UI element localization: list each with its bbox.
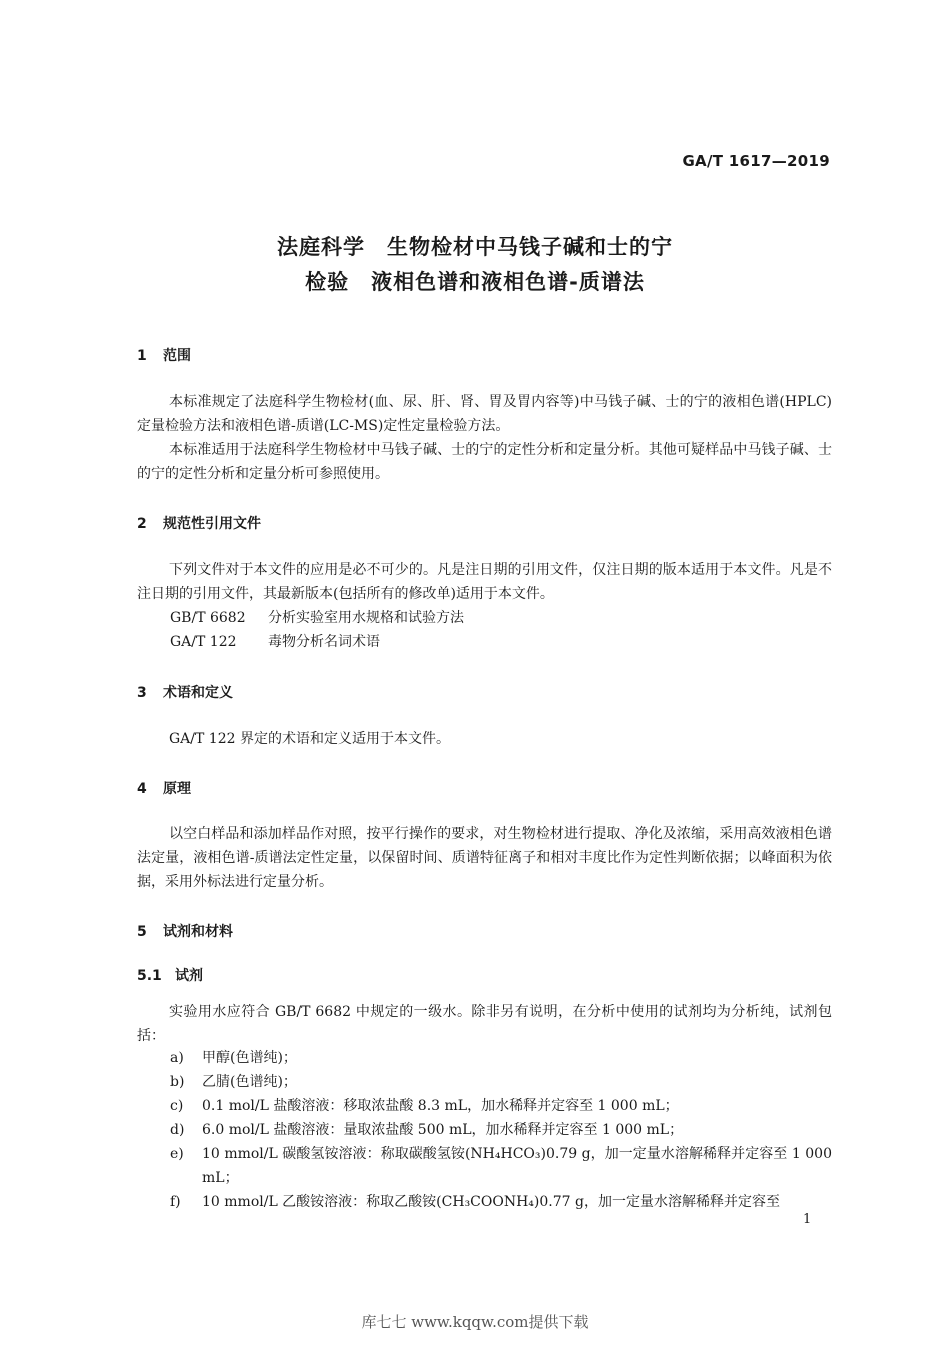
list-item-text: 甲醇(色谱纯)； [202, 1050, 297, 1066]
list-item-text: 乙腈(色谱纯)； [202, 1074, 297, 1090]
reference-item [170, 606, 464, 630]
subsection-title: 试剂 [175, 968, 203, 984]
section-5-heading [137, 921, 233, 941]
list-item-text: 10 mmol/L 乙酸铵溶液：称取乙酸铵(CH₃COONH₄)0.77 g，加一定量水溶解稀释并定容至 [202, 1194, 780, 1210]
list-item-label: a) [170, 1050, 184, 1066]
document-title-line-2: 检验 液相色谱和液相色谱-质谱法 [305, 270, 645, 294]
section-3-paragraph-1: GA/T 122 界定的术语和定义适用于本文件。 [169, 731, 450, 747]
list-item-text: 0.1 mol/L 盐酸溶液：移取浓盐酸 8.3 mL，加水稀释并定容至 1 000 mL； [202, 1098, 679, 1114]
subsection-5-1-heading [137, 965, 203, 985]
list-item [170, 1046, 832, 1070]
list-item-label: b) [170, 1074, 185, 1090]
list-item [170, 1094, 832, 1118]
section-4-heading [137, 778, 191, 798]
list-item [170, 1070, 832, 1094]
section-3-heading [137, 682, 233, 702]
section-number: 4 [137, 781, 147, 797]
reference-title: 分析实验室用水规格和试验方法 [268, 610, 464, 626]
section-4-paragraph-1: 以空白样品和添加样品作对照，按平行操作的要求，对生物检材进行提取、净化及浓缩，采用高效液相色谱法定量，液相色谱-质谱法定性定量，以保留时间、质谱特征离子和相对丰度比作为定性判断依据；以峰面积为依据，采用外标法进行定量分析。 [137, 826, 832, 890]
section-title: 术语和定义 [163, 685, 233, 701]
reference-title: 毒物分析名词术语 [268, 634, 380, 650]
list-item [170, 1118, 832, 1142]
section-1-paragraph-2: 本标准适用于法庭科学生物检材中马钱子碱、士的宁的定性分析和定量分析。其他可疑样品中马钱子碱、士的宁的定性分析和定量分析可参照使用。 [137, 442, 832, 482]
section-title: 规范性引用文件 [163, 516, 261, 532]
standard-number: GA/T 1617—2019 [682, 152, 830, 170]
list-item-text: 6.0 mol/L 盐酸溶液：量取浓盐酸 500 mL，加水稀释并定容至 1 000 mL； [202, 1122, 684, 1138]
section-title: 范围 [163, 348, 191, 364]
subsection-5-1-paragraph: 实验用水应符合 GB/T 6682 中规定的一级水。除非另有说明，在分析中使用的试剂均为分析纯，试剂包括： [137, 1004, 832, 1044]
reference-code: GA/T 122 [170, 634, 237, 650]
list-item [170, 1142, 832, 1190]
reference-code: GB/T 6682 [170, 610, 246, 626]
download-footer: 库七七 www.kqqw.com提供下载 [361, 1313, 589, 1331]
list-item-label: c) [170, 1098, 184, 1114]
list-item-label: e) [170, 1146, 184, 1162]
section-1-paragraph-1: 本标准规定了法庭科学生物检材(血、尿、肝、肾、胃及胃内容等)中马钱子碱、士的宁的液相色谱(HPLC)定量检验方法和液相色谱-质谱(LC-MS)定性定量检验方法。 [137, 394, 832, 434]
document-title-line-1: 法庭科学 生物检材中马钱子碱和士的宁 [277, 235, 673, 259]
section-number: 3 [137, 685, 147, 701]
subsection-number: 5.1 [137, 968, 162, 984]
list-item-label: d) [170, 1122, 185, 1138]
section-2-heading [137, 513, 261, 533]
section-number: 2 [137, 516, 147, 532]
list-item [170, 1190, 832, 1214]
section-1-heading [137, 345, 191, 365]
reference-item [170, 630, 380, 654]
section-title: 原理 [163, 781, 191, 797]
section-number: 1 [137, 348, 147, 364]
section-2-paragraph-1: 下列文件对于本文件的应用是必不可少的。凡是注日期的引用文件，仅注日期的版本适用于本文件。凡是不注日期的引用文件，其最新版本(包括所有的修改单)适用于本文件。 [137, 562, 832, 602]
list-item-label: f) [170, 1194, 181, 1210]
list-item-text: 10 mmol/L 碳酸氢铵溶液：称取碳酸氢铵(NH₄HCO₃)0.79 g，加一定量水溶解稀释并定容至 1 000 mL； [202, 1146, 832, 1186]
section-title: 试剂和材料 [163, 924, 233, 940]
section-number: 5 [137, 924, 147, 940]
page-number: 1 [803, 1212, 812, 1227]
